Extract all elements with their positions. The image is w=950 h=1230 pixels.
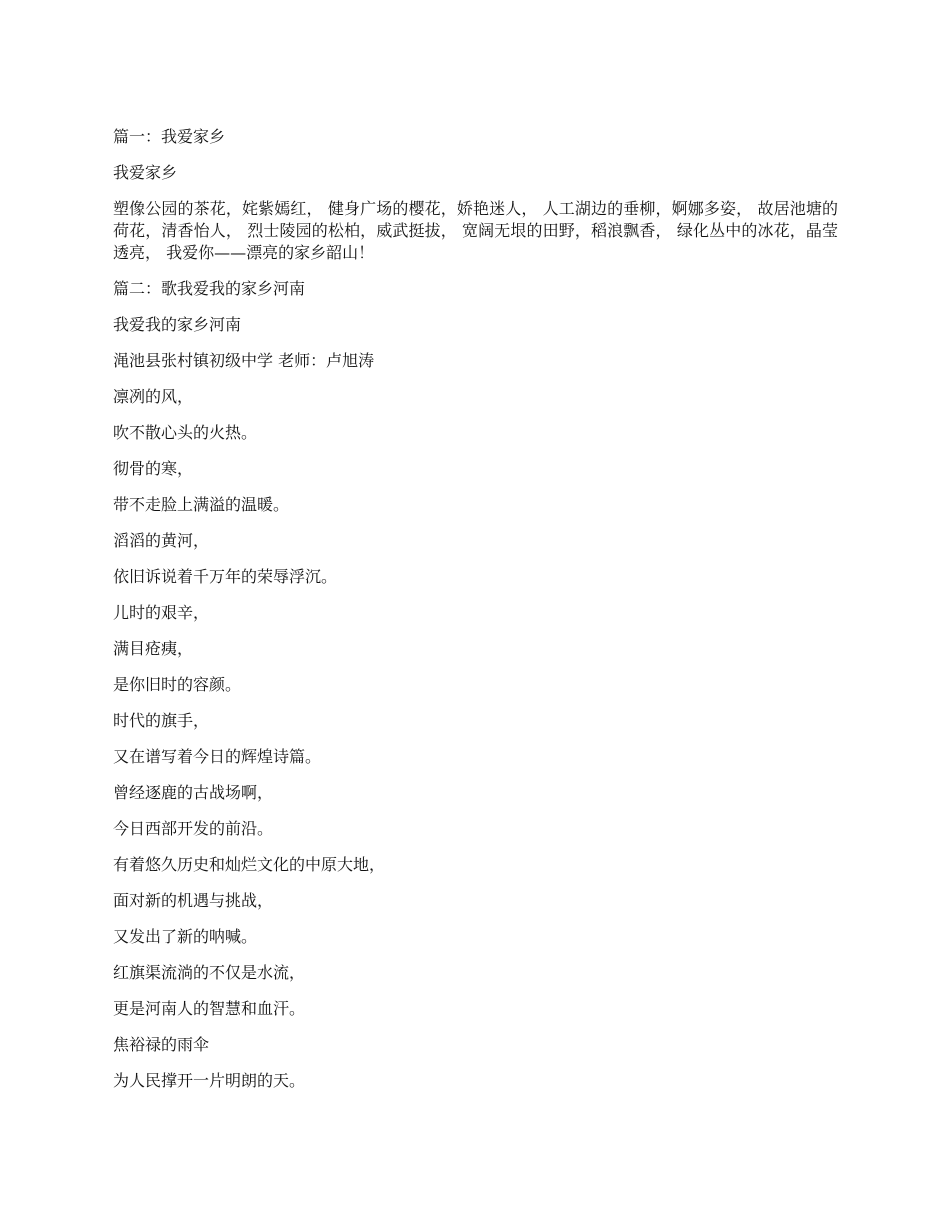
section-1-subtitle: 我爱家乡 xyxy=(113,163,178,182)
section-2-author: 渑池县张村镇初级中学 老师：卢旭涛 xyxy=(113,351,375,370)
poem-line: 今日西部开发的前沿。 xyxy=(113,819,274,838)
poem-line: 满目疮痍， xyxy=(113,639,194,658)
poem-line: 有着悠久历史和灿烂文化的中原大地， xyxy=(113,855,386,874)
poem-line: 又在谱写着今日的辉煌诗篇。 xyxy=(113,747,322,766)
poem-line: 吹不散心头的火热。 xyxy=(113,423,258,442)
poem-line: 红旗渠流淌的不仅是水流， xyxy=(113,963,306,982)
section-2-subtitle: 我爱我的家乡河南 xyxy=(113,315,242,334)
poem-line: 时代的旗手， xyxy=(113,711,210,730)
poem-line: 更是河南人的智慧和血汗。 xyxy=(113,999,306,1018)
poem-line: 带不走脸上满溢的温暖。 xyxy=(113,495,290,514)
poem-line: 凛冽的风， xyxy=(113,387,194,406)
poem-line: 依旧诉说着千万年的荣辱浮沉。 xyxy=(113,567,338,586)
section-2-title: 篇二：歌我爱我的家乡河南 xyxy=(113,279,306,298)
poem-line: 又发出了新的呐喊。 xyxy=(113,927,258,946)
poem-line: 儿时的艰辛， xyxy=(113,603,210,622)
section-1-paragraph: 塑像公园的茶花，姹紫嫣红， 健身广场的樱花，娇艳迷人， 人工湖边的垂柳，婀娜多姿， 故居池塘的荷花，清香怡人， 烈士陵园的松柏，威武挺拔， 宽阔无垠的田野，稻浪飘香， 绿化丛中的冰花，晶莹透亮， 我爱你——漂亮的家乡韶山！ xyxy=(113,199,838,262)
poem-line: 彻骨的寒， xyxy=(113,459,194,478)
poem-line: 滔滔的黄河， xyxy=(113,531,210,550)
poem-line: 为人民撑开一片明朗的天。 xyxy=(113,1071,306,1090)
poem-line: 面对新的机遇与挑战， xyxy=(113,891,274,910)
poem-line: 曾经逐鹿的古战场啊， xyxy=(113,783,274,802)
section-1-title: 篇一：我爱家乡 xyxy=(113,127,226,146)
document-page xyxy=(113,126,838,1106)
poem-line: 是你旧时的容颜。 xyxy=(113,675,242,694)
poem-line: 焦裕禄的雨伞 xyxy=(113,1035,210,1054)
